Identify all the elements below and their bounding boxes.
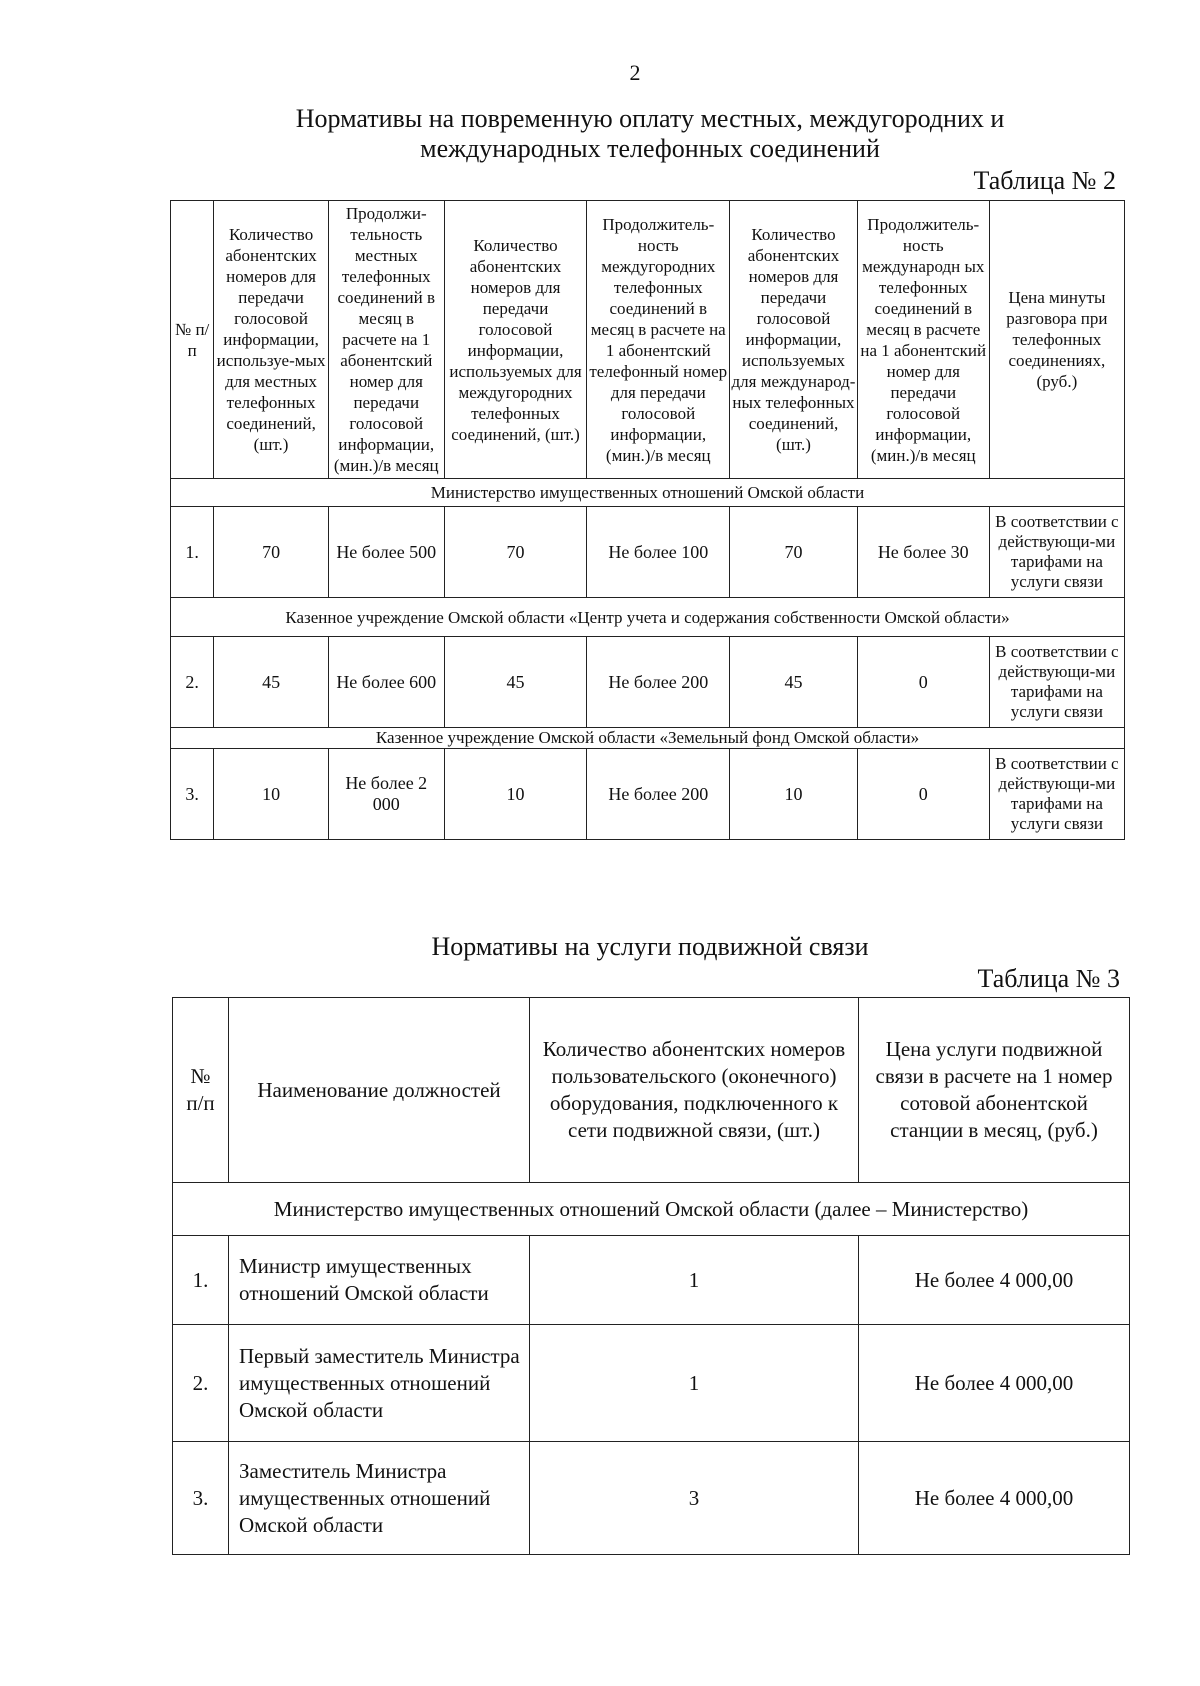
header-intl-count: Количество абонентских номеров для передачи голосовой информации, используемых для международ-ных телефонных соединений, (шт.) <box>730 201 858 479</box>
table-row <box>173 1325 1130 1442</box>
table-row <box>173 1236 1130 1325</box>
table-row <box>171 749 1125 840</box>
cell-local-duration: Не более 500 <box>328 507 444 598</box>
cell-num: 1. <box>173 1236 229 1325</box>
cell-local-duration: Не более 600 <box>328 637 444 728</box>
cell-intl-count: 45 <box>730 637 858 728</box>
cell-price: Не более 4 000,00 <box>859 1236 1130 1325</box>
section-row <box>171 598 1125 637</box>
table-row <box>171 637 1125 728</box>
cell-count: 1 <box>530 1236 859 1325</box>
header-local-duration: Продолжи-тельность местных телефонных соединений в месяц в расчете на 1 абонентский номер для передачи голосовой информации, (мин.)/в месяц <box>328 201 444 479</box>
cell-num: 2. <box>171 637 214 728</box>
header-intl-duration: Продолжитель-ность международн ых телефонных соединений в месяц в расчете на 1 абонентский номер для передачи голосовой информации, (мин.)/в месяц <box>857 201 989 479</box>
mobile-norms-table <box>172 997 1130 1555</box>
header-local-count: Количество абонентских номеров для передачи голосовой информации, используе-мых для местных телефонных соединений, (шт.) <box>214 201 329 479</box>
header-price: Цена минуты разговора при телефонных соединениях, (руб.) <box>989 201 1124 479</box>
header-price: Цена услуги подвижной связи в расчете на 1 номер сотовой абонентской станции в месяц, (руб.) <box>859 998 1130 1183</box>
header-num: № п/п <box>173 998 229 1183</box>
cell-num: 3. <box>171 749 214 840</box>
cell-intl-duration: 0 <box>857 749 989 840</box>
table3-title: Нормативы на услуги подвижной связи <box>431 932 869 961</box>
header-intercity-count: Количество абонентских номеров для передачи голосовой информации, используемых для междугородних телефонных соединений, (шт.) <box>444 201 587 479</box>
telephone-norms-table <box>170 200 1125 840</box>
cell-price: Не более 4 000,00 <box>859 1325 1130 1442</box>
cell-intercity-duration: Не более 100 <box>587 507 730 598</box>
header-intercity-duration: Продолжитель-ность междугородних телефонных соединений в месяц в расчете на 1 абонентский телефонный номер для передачи голосовой информации, (мин.)/в месяц <box>587 201 730 479</box>
table2-title-line1: Нормативы на повременную оплату местных, междугородних и <box>295 104 1005 133</box>
cell-intl-count: 10 <box>730 749 858 840</box>
cell-position: Первый заместитель Министра имущественных отношений Омской области <box>229 1325 530 1442</box>
cell-intl-duration: Не более 30 <box>857 507 989 598</box>
cell-price: В соответствии с действующи-ми тарифами на услуги связи <box>989 637 1124 728</box>
cell-intercity-count: 10 <box>444 749 587 840</box>
cell-position: Министр имущественных отношений Омской области <box>229 1236 530 1325</box>
cell-intercity-duration: Не более 200 <box>587 749 730 840</box>
cell-local-count: 70 <box>214 507 329 598</box>
cell-position: Заместитель Министра имущественных отношений Омской области <box>229 1442 530 1555</box>
cell-local-duration: Не более 2 000 <box>328 749 444 840</box>
header-count: Количество абонентских номеров пользовательского (оконечного) оборудования, подключенного к сети подвижной связи, (шт.) <box>530 998 859 1183</box>
cell-intercity-duration: Не более 200 <box>587 637 730 728</box>
cell-count: 1 <box>530 1325 859 1442</box>
table2-caption: Таблица № 2 <box>973 166 1116 195</box>
table2-title <box>170 104 1130 164</box>
table2-header-row <box>171 201 1125 479</box>
header-position: Наименование должностей <box>229 998 530 1183</box>
cell-num: 3. <box>173 1442 229 1555</box>
section-org: Министерство имущественных отношений Омской области <box>171 479 1125 507</box>
cell-intercity-count: 70 <box>444 507 587 598</box>
cell-intl-count: 70 <box>730 507 858 598</box>
header-num: № п/п <box>171 201 214 479</box>
section-org: Казенное учреждение Омской области «Центр учета и содержания собственности Омской области» <box>171 598 1125 637</box>
table3-caption: Таблица № 3 <box>977 964 1120 993</box>
cell-num: 2. <box>173 1325 229 1442</box>
section-row <box>173 1183 1130 1236</box>
section-row <box>171 479 1125 507</box>
cell-count: 3 <box>530 1442 859 1555</box>
table3-header-row <box>173 998 1130 1183</box>
section-org: Казенное учреждение Омской области «Земельный фонд Омской области» <box>171 728 1125 749</box>
cell-intercity-count: 45 <box>444 637 587 728</box>
table-row <box>173 1442 1130 1555</box>
table2-title-line2: международных телефонных соединений <box>420 134 880 163</box>
cell-price: В соответствии с действующи-ми тарифами на услуги связи <box>989 749 1124 840</box>
section-row <box>171 728 1125 749</box>
cell-num: 1. <box>171 507 214 598</box>
cell-price: Не более 4 000,00 <box>859 1442 1130 1555</box>
cell-price: В соответствии с действующи-ми тарифами на услуги связи <box>989 507 1124 598</box>
page-number: 2 <box>629 60 641 85</box>
cell-local-count: 45 <box>214 637 329 728</box>
section-org: Министерство имущественных отношений Омской области (далее – Министерство) <box>173 1183 1130 1236</box>
cell-intl-duration: 0 <box>857 637 989 728</box>
table-row <box>171 507 1125 598</box>
cell-local-count: 10 <box>214 749 329 840</box>
